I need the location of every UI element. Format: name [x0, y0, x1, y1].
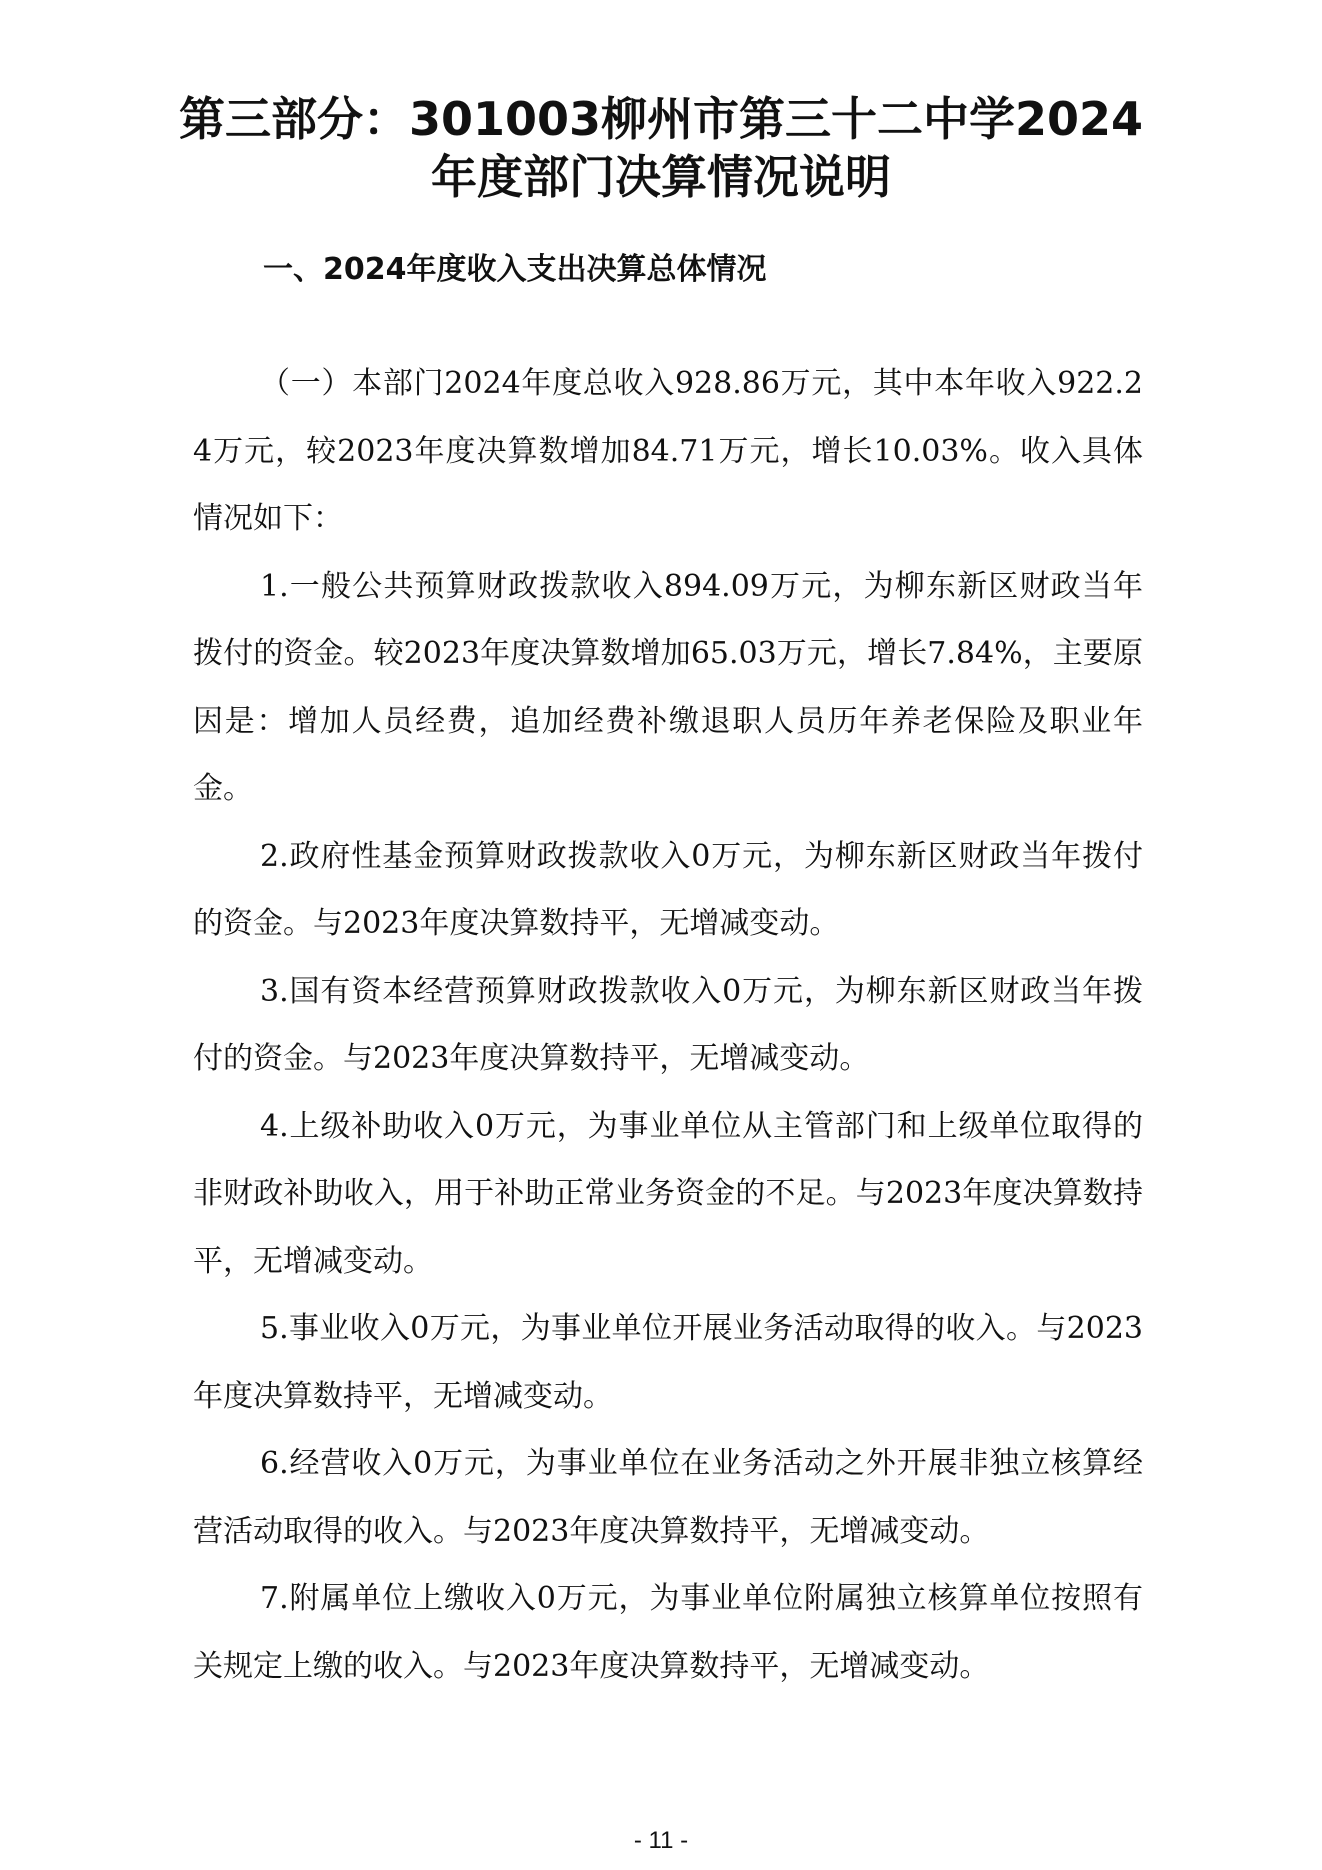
body-text [193, 350, 1143, 1700]
paragraph-operating-income: 6.经营收入0万元，为事业单位在业务活动之外开展非独立核算经营活动取得的收入。与2023年度决算数持平，无增减变动。 [193, 1446, 1143, 1549]
paragraph-affiliated-unit-income: 7.附属单位上缴收入0万元，为事业单位附属独立核算单位按照有关规定上缴的收入。与2023年度决算数持平，无增减变动。 [193, 1581, 1143, 1684]
paragraph-superior-subsidy-income: 4.上级补助收入0万元，为事业单位从主管部门和上级单位取得的非财政补助收入，用于补助正常业务资金的不足。与2023年度决算数持平，无增减变动。 [193, 1108, 1143, 1279]
document-title [150, 90, 1172, 206]
paragraph-business-income: 5.事业收入0万元，为事业单位开展业务活动取得的收入。与2023年度决算数持平，无增减变动。 [193, 1311, 1143, 1414]
page-number: - 11 - [633, 1827, 689, 1854]
paragraph-general-budget-income: 1.一般公共预算财政拨款收入894.09万元，为柳东新区财政当年拨付的资金。较2023年度决算数增加65.03万元，增长7.84%，主要原因是：增加人员经费，追加经费补缴退职人员历年养老保险及职业年金。 [193, 568, 1143, 806]
paragraph-total-income: （一）本部门2024年度总收入928.86万元，其中本年收入922.24万元，较2023年度决算数增加84.71万元，增长10.03%。收入具体情况如下： [193, 366, 1143, 536]
section-heading: 一、2024年度收入支出决算总体情况 [263, 252, 767, 287]
document-title-line-1: 第三部分：301003柳州市第三十二中学2024 [178, 92, 1144, 146]
paragraph-state-capital-income: 3.国有资本经营预算财政拨款收入0万元，为柳东新区财政当年拨付的资金。与2023年度决算数持平，无增减变动。 [193, 973, 1143, 1076]
document-title-line-2: 年度部门决算情况说明 [431, 150, 891, 204]
paragraph-government-fund-income: 2.政府性基金预算财政拨款收入0万元，为柳东新区财政当年拨付的资金。与2023年度决算数持平，无增减变动。 [193, 838, 1143, 941]
